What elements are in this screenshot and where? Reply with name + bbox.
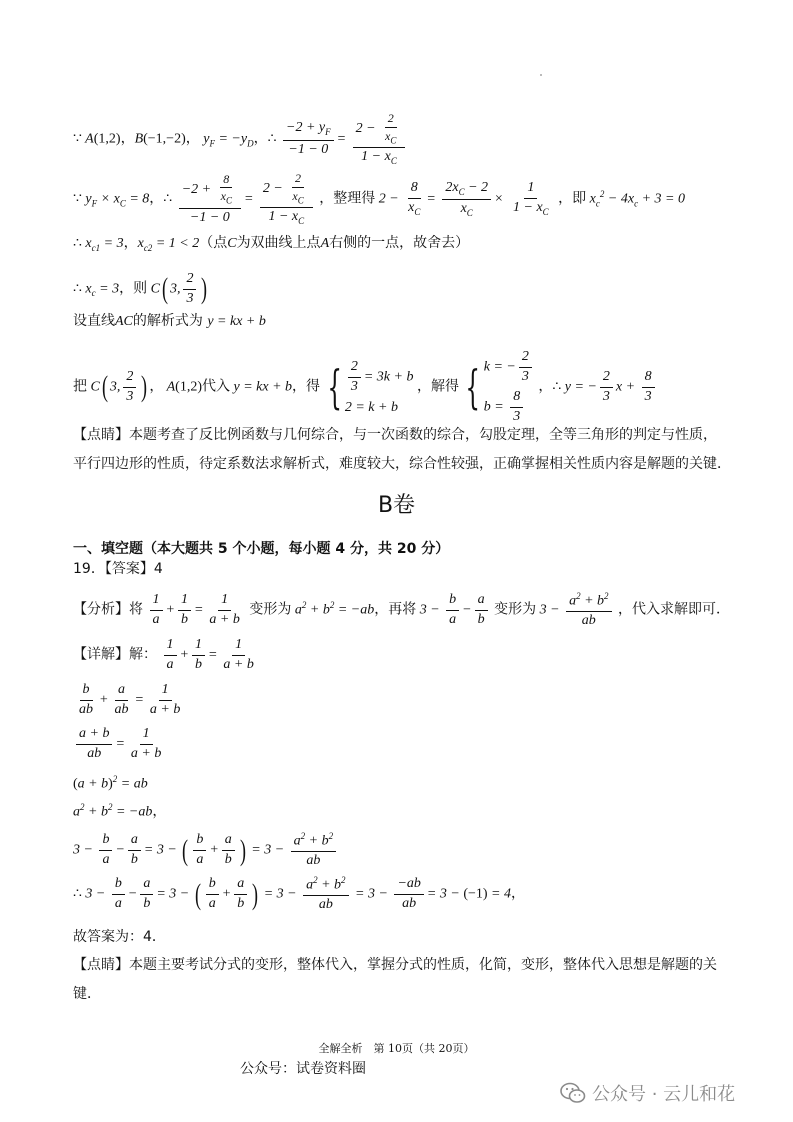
detail-line-5: $a^2 + b^2 = -ab$， bbox=[73, 802, 167, 820]
dianjing2-line-2: 键． bbox=[73, 986, 101, 1002]
section-b-title: B卷 bbox=[377, 493, 416, 518]
solution-line-2: ∵ $y_F \times x_C = 8$，∴ −2 + $\frac{8}{x_C}$ −1 − 0 = 2 − $\frac{2}{x_C}$ $1 - x_C$ ，整理得 2 − $\frac{8}{x_C}$ = $\frac{2x_C - 2}{x_C}$ × $\frac{1}{1 - x_C}$ ，即 $x_c^2 - 4x_c + 3 = 0$ bbox=[73, 171, 685, 227]
dianjing2-line-1: 【点睛】本题主要考试分式的变形，整体代入，掌握分式的性质，化简，变形，整体代入思想是解题的关 bbox=[73, 957, 717, 973]
watermark bbox=[560, 1080, 735, 1106]
watermark-text: 公众号 · 云儿和花 bbox=[592, 1084, 736, 1105]
solution-line-1: ∵ A(1,2)，B(−1,−2)， $y_F = -y_D$，∴ $\frac{-2 + y_F}{-1 - 0}$ = 2 − $\frac{2}{x_C}$ $1 - x_C$ bbox=[73, 112, 408, 167]
solution-line-5: 设直线AC的解析式为 y = kx + b bbox=[73, 313, 266, 329]
detail-line-1: 【详解】解： $\frac{1}{a}$ + $\frac{1}{b}$ = $\frac{1}{a + b}$ bbox=[73, 637, 254, 672]
page-footer: 全解全析 第 10页（共 20页） bbox=[318, 1042, 475, 1055]
answer-19: 19．【答案】4 bbox=[73, 561, 163, 577]
analysis-line: 【分析】将 $\frac{1}{a}$ + $\frac{1}{b}$ = $\frac{1}{a + b}$ 变形为 $a^2 + b^2 = -ab$，再将 3 − $\frac{b}{a}$ − $\frac{a}{b}$ 变形为 3 − $\frac{a^2 + b^2}{ab}$ ，代入求解即可． bbox=[73, 591, 731, 629]
dianjing-line-1: 【点睛】本题考查了反比例函数与几何综合，与一次函数的综合，勾股定理，全等三角形的判定与性质， bbox=[73, 427, 717, 443]
public-account-label: 公众号：试卷资料圈 bbox=[240, 1061, 366, 1077]
detail-line-2: $\frac{b}{ab}$ + $\frac{a}{ab}$ = $\frac{1}{a + b}$ bbox=[79, 682, 181, 717]
solution-line-4: ∴ $x_c = 3$，则 C( 3, $\frac{2}{3}$ ) bbox=[73, 271, 208, 306]
speck bbox=[540, 74, 542, 76]
detail-line-6: 3 − $\frac{b}{a}$ − $\frac{a}{b}$ = 3 − ( $\frac{b}{a}$ + $\frac{a}{b}$ ) = 3 − $\frac{a^2 + b^2}{ab}$ bbox=[73, 832, 339, 869]
detail-line-7: ∴ 3 − $\frac{b}{a}$ − $\frac{a}{b}$ = 3 − ( $\frac{b}{a}$ + $\frac{a}{b}$ ) = 3 − $\frac{a^2 + b^2}{ab}$ = 3 − $\frac{-ab}{ab}$ = 3 − (−1) = 4， bbox=[73, 875, 525, 913]
detail-line-3: $\frac{a + b}{ab}$ = $\frac{1}{a + b}$ bbox=[73, 727, 167, 761]
dianjing-line-2: 平行四边形的性质，待定系数法求解析式，难度较大，综合性较强，正确掌握相关性质内容是解题的关键． bbox=[73, 456, 731, 472]
detail-line-4: $(a + b)^2$ = ab bbox=[73, 774, 148, 792]
solution-line-6: 把 C( 3, $\frac{2}{3}$ ) ， A(1,2)代入 y = kx + b，得 { $\frac{2}{3}$ = 3k + b 2 = k + b ，解得 { k = − $\frac{2}{3}$ b = $\frac{8}{3}$ ，∴ y = − $\frac{2}{3}$ x + $\frac{8}{3}$ bbox=[73, 350, 658, 425]
final-answer: 故答案为：4． bbox=[73, 929, 166, 945]
wechat-icon bbox=[560, 1082, 586, 1104]
solution-line-3: ∴ $x_{c1} = 3$，$x_{c2} = 1 < 2$（点C为双曲线上点A右侧的一点，故舍去） bbox=[73, 235, 470, 253]
section-heading: 一、填空题（本大题共 5 个小题，每小题 4 分，共 20 分） bbox=[73, 541, 450, 557]
